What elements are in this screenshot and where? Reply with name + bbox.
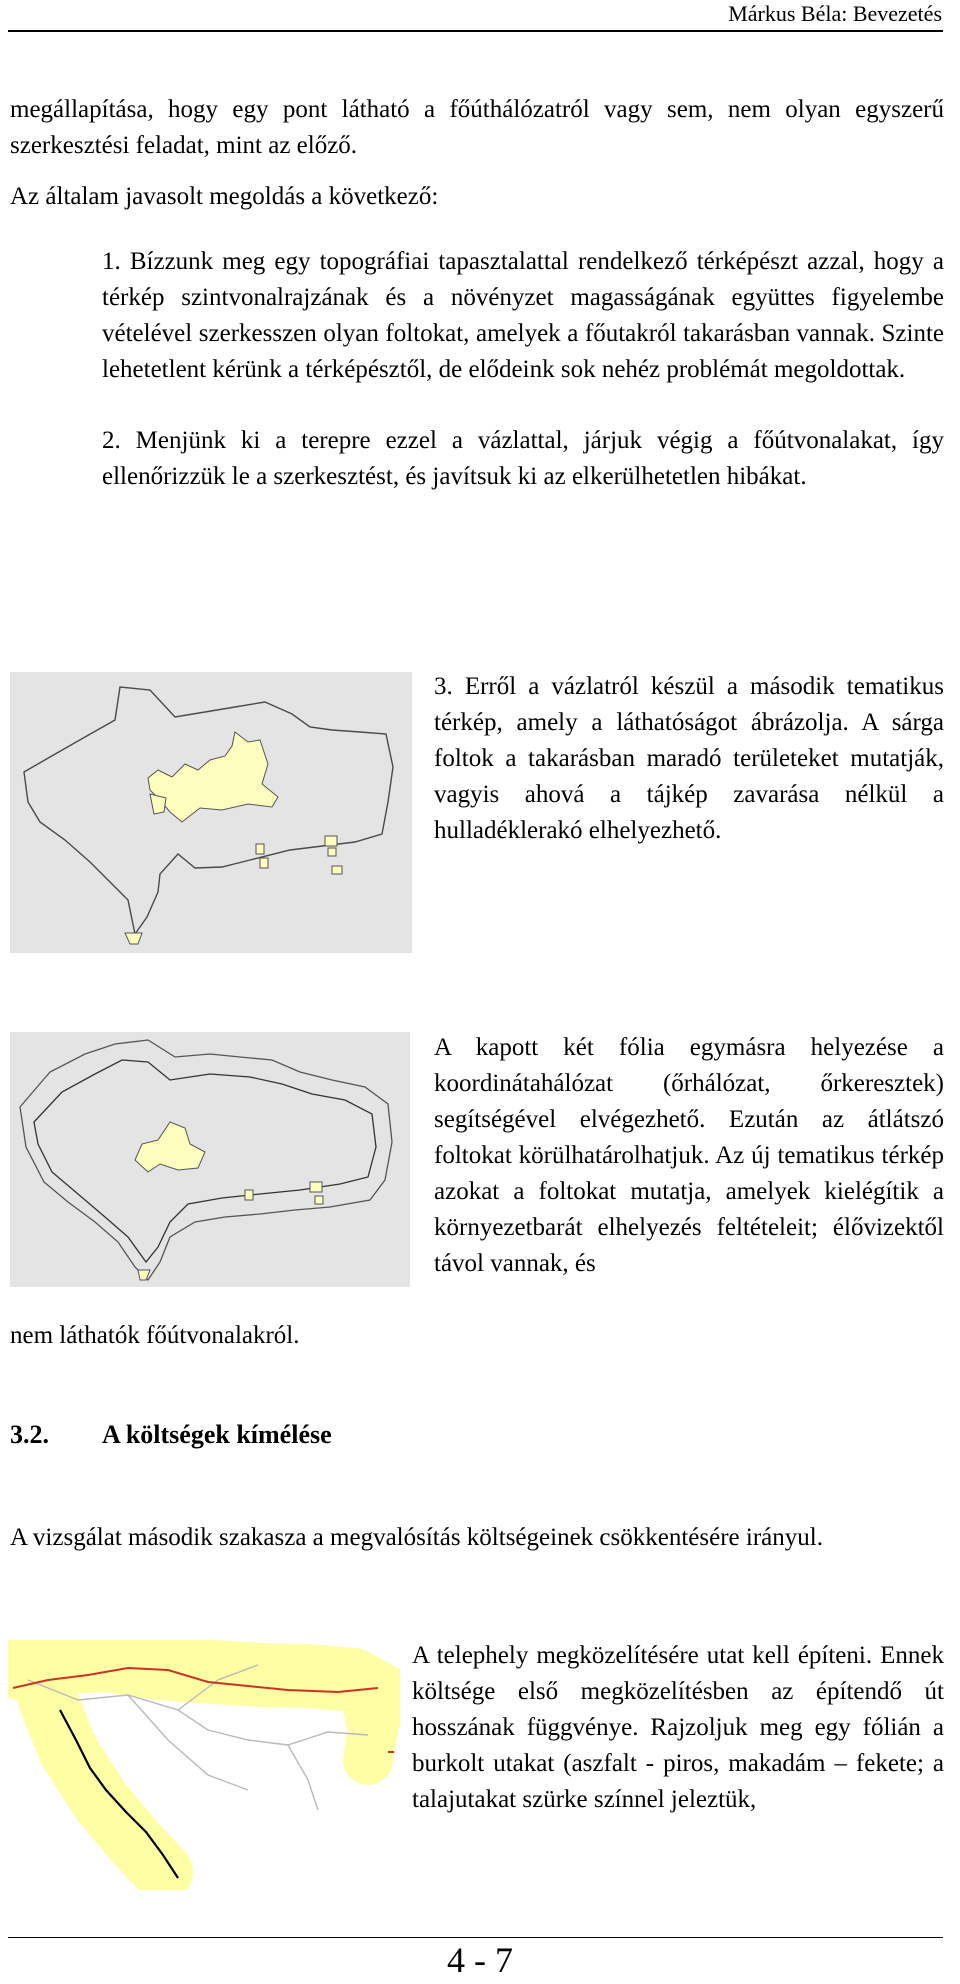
overlay-paragraph: A kapott két fólia egymásra helyezése a koordinátahálózat (őrhálózat, őrkeresztek) segítségével elvégezhető. Ezután az átlátszó foltokat körülhatárolhatjuk. Az új tematikus térkép azokat a foltokat mutatja, amelyek kielégítik a környezetbarát elhelyezés feltételeit; élővizektől távol vannak, és	[434, 1034, 944, 1277]
overlay-map-figure	[10, 1032, 410, 1287]
hidden-area-patch	[310, 1182, 322, 1192]
visibility-map-figure	[10, 672, 412, 953]
map-background	[10, 672, 412, 953]
road-buffer-map-figure	[8, 1640, 400, 1890]
hidden-area-patch	[260, 858, 268, 868]
hidden-area-patch	[332, 866, 342, 874]
hidden-area-patch	[256, 844, 264, 854]
step-2-paragraph: 2. Menjünk ki a terepre ezzel a vázlattal, járjuk végig a főútvonalakat, így ellenőrizzük le a szerkesztést, és javítsuk ki az elkerülhetetlen hibákat.	[102, 427, 944, 490]
section-number: 3.2.	[10, 1420, 49, 1449]
road-buffer-zone	[363, 1685, 373, 1760]
page-number: 4 - 7	[447, 1940, 513, 1980]
intro-continuation: megállapítása, hogy egy pont látható a főúthálózatról vagy sem, nem olyan egyszerű szerkesztési feladat, mint az előző.	[10, 96, 944, 159]
step-1-paragraph: 1. Bízzunk meg egy topográfiai tapasztalattal rendelkező térképészt azzal, hogy a térkép szintvonalrajzának és a növényzet magasságának együttes figyelembe vételével szerkesszen olyan foltokat, amelyek a főutakról takarásban vannak. Szinte lehetetlent kérünk a térképésztől, de elődeink sok nehéz problémát megoldottak.	[102, 248, 944, 383]
map-background	[10, 1032, 410, 1287]
road-buffer-zone	[48, 1700, 163, 1872]
running-header: Márkus Béla: Bevezetés	[728, 1, 942, 26]
section-title: A költségek kímélése	[102, 1420, 332, 1449]
hidden-area-patch	[245, 1190, 253, 1200]
intro-lead: Az általam javasolt megoldás a következő:	[10, 183, 439, 210]
dirt-road-line	[128, 1695, 248, 1790]
dirt-road-line	[288, 1745, 318, 1810]
road-paragraph: A telephely megközelítésére utat kell építeni. Ennek költsége első megközelítésben az építendő út hosszának függvénye. Rajzoljuk meg egy fólián a burkolt utakat (aszfalt - piros, makadám – fekete; a talajutakat szürke színnel jeleztük,	[412, 1642, 944, 1813]
hidden-area-patch	[325, 836, 337, 846]
header-divider	[8, 30, 943, 32]
overlay-paragraph-tail: nem láthatók főútvonalakról.	[10, 1322, 300, 1349]
section-intro-paragraph: A vizsgálat második szakasza a megvalósítás költségeinek csökkentésére irányul.	[10, 1524, 823, 1551]
hidden-area-patch	[328, 848, 336, 856]
step-3-paragraph: 3. Erről a vázlatról készül a második tematikus térkép, amely a láthatóságot ábrázolja. A sárga foltok a takarásban maradó területeket mutatják, vagyis ahová a tájkép zavarása nélkül a hulladéklerakó elhelyezhető.	[434, 673, 944, 844]
hidden-area-patch	[315, 1196, 323, 1204]
